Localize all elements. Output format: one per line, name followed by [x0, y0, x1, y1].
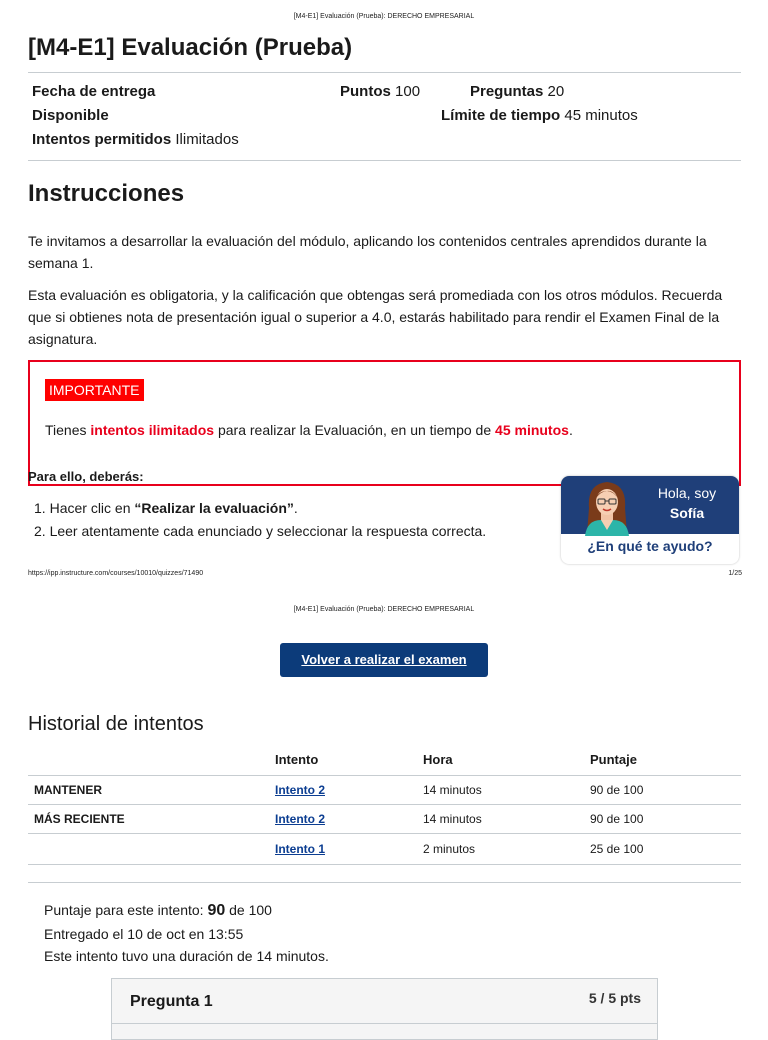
- attempt-time: 14 minutos: [423, 811, 482, 826]
- attempts-info: Intentos permitidos Ilimitados: [32, 131, 239, 148]
- chat-greeting: Hola, soy: [657, 485, 717, 501]
- instructions-heading: Instrucciones: [28, 180, 185, 207]
- sofia-chat-widget[interactable]: [561, 476, 739, 564]
- important-text: Tienes intentos ilimitados para realizar la Evaluación, en un tiempo de 45 minutos.: [45, 422, 573, 438]
- questions-info: Preguntas 20: [470, 83, 565, 100]
- instructions-paragraph-2: Esta evaluación es obligatoria, y la calificación que obtengas será promediada con los otros módulos. Recuerda que si obtienes nota de presentación igual o superior a 4.0, estarás habilitado para rendir el Examen Final de la asignatura.: [28, 287, 723, 347]
- divider: [28, 882, 741, 883]
- attempt-duration: Este intento tuvo una duración de 14 minutos.: [44, 948, 329, 964]
- attempt-score: 25 de 100: [590, 841, 644, 856]
- column-header: Intento: [275, 752, 319, 768]
- row-label: MÁS RECIENTE: [34, 811, 125, 826]
- attempt-score-line: Puntaje para este intento: 90 de 100: [44, 902, 272, 919]
- divider: [28, 160, 741, 161]
- table-row: [28, 804, 741, 833]
- instructions-paragraph-1: Te invitamos a desarrollar la evaluación del módulo, aplicando los contenidos centrales aprendidos durante la semana 1.: [28, 233, 707, 271]
- steps-heading: Para ello, deberás:: [28, 469, 144, 484]
- attempt-history-table: [28, 745, 741, 865]
- page-header-small: [M4-E1] Evaluación (Prueba): DERECHO EMPRESARIAL: [293, 13, 475, 20]
- attempt-time: 14 minutos: [423, 782, 482, 797]
- attempt-score: 90 de 100: [590, 782, 644, 797]
- row-label: [28, 833, 268, 864]
- page-header-small: [M4-E1] Evaluación (Prueba): DERECHO EMPRESARIAL: [293, 606, 475, 613]
- attempt-score: 90 de 100: [590, 811, 644, 826]
- chat-help-prompt[interactable]: ¿En qué te ayudo?: [587, 538, 713, 554]
- important-badge: IMPORTANTE: [45, 379, 144, 401]
- available-label: Disponible: [32, 107, 109, 124]
- question-title: Pregunta 1: [130, 993, 213, 1010]
- time-limit-info: Límite de tiempo 45 minutos: [441, 107, 638, 124]
- points-info: Puntos 100: [340, 83, 421, 100]
- footer-page-number: 1/25: [728, 570, 742, 577]
- important-box: [28, 360, 741, 486]
- attempt-link[interactable]: Intento 2: [275, 811, 325, 826]
- chat-assistant-name: Sofía: [669, 505, 705, 521]
- table-row: [28, 775, 741, 804]
- attempt-link[interactable]: Intento 2: [275, 782, 325, 797]
- submitted-date: Entregado el 10 de oct en 13:55: [44, 926, 244, 942]
- question-points: 5 / 5 pts: [588, 990, 641, 1006]
- question-card: [111, 978, 658, 1040]
- step-1: 1. Hacer clic en “Realizar la evaluación”.: [34, 500, 298, 516]
- table-header-row: [28, 745, 741, 775]
- attempt-link[interactable]: Intento 1: [275, 841, 325, 856]
- divider: [28, 72, 741, 73]
- column-header: [28, 745, 268, 775]
- retake-exam-button[interactable]: Volver a realizar el examen: [280, 643, 488, 677]
- attempt-history-heading: Historial de intentos: [28, 713, 204, 735]
- column-header: Puntaje: [590, 752, 637, 768]
- page-title: [M4-E1] Evaluación (Prueba): [28, 34, 353, 61]
- footer-url: https://ipp.instructure.com/courses/10010/quizzes/71490: [28, 570, 204, 577]
- attempt-score-value: 90: [207, 902, 226, 919]
- row-label: MANTENER: [34, 782, 102, 797]
- table-row: [28, 833, 741, 864]
- column-header: Hora: [423, 752, 453, 768]
- due-date-label: Fecha de entrega: [32, 83, 156, 100]
- attempt-time: 2 minutos: [423, 841, 476, 856]
- step-2: 2. Leer atentamente cada enunciado y seleccionar la respuesta correcta.: [34, 523, 487, 539]
